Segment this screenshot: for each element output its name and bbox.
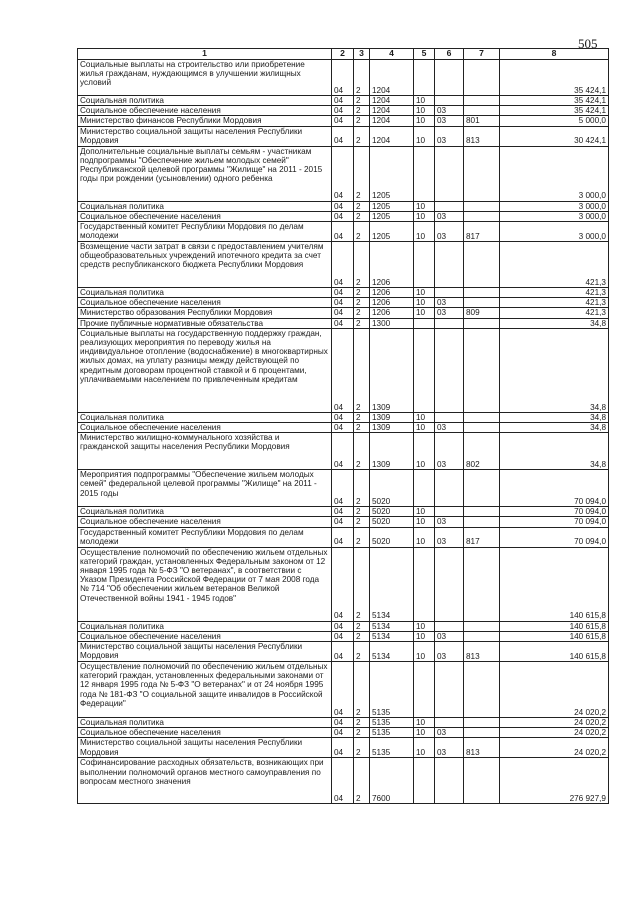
ministry-code-cell	[464, 507, 500, 517]
column-header: 7	[464, 49, 500, 60]
table-row	[78, 308, 609, 318]
code-section-cell: 04	[332, 728, 354, 738]
amount-cell: 421,3	[500, 298, 609, 308]
ministry-code-cell	[464, 423, 500, 433]
ministry-code-cell	[464, 631, 500, 641]
table-row	[78, 642, 609, 662]
code-section-cell: 04	[332, 547, 354, 621]
chapter-cell: 10	[414, 412, 435, 422]
table-row	[78, 470, 609, 507]
target-article-cell: 1204	[370, 126, 414, 146]
target-article-cell: 5135	[370, 662, 414, 718]
ministry-code-cell: 817	[464, 527, 500, 547]
row-name-cell: Социальное обеспечение населения	[78, 631, 332, 641]
column-header: 5	[414, 49, 435, 60]
amount-cell: 421,3	[500, 242, 609, 288]
chapter-cell: 10	[414, 288, 435, 298]
code-subsection-cell: 2	[354, 470, 370, 507]
subchapter-cell	[435, 621, 464, 631]
ministry-code-cell	[464, 718, 500, 728]
subchapter-cell: 03	[435, 116, 464, 126]
code-section-cell: 04	[332, 517, 354, 527]
table-row	[78, 738, 609, 758]
chapter-cell: 10	[414, 116, 435, 126]
code-section-cell: 04	[332, 758, 354, 804]
row-name-cell: Прочие публичные нормативные обязательства	[78, 318, 332, 328]
chapter-cell: 10	[414, 222, 435, 242]
chapter-cell: 10	[414, 126, 435, 146]
ministry-code-cell: 813	[464, 642, 500, 662]
target-article-cell: 5020	[370, 507, 414, 517]
chapter-cell: 10	[414, 433, 435, 470]
subchapter-cell	[435, 60, 464, 96]
row-name-cell: Социальное обеспечение населения	[78, 106, 332, 116]
subchapter-cell: 03	[435, 222, 464, 242]
amount-cell: 421,3	[500, 308, 609, 318]
target-article-cell: 1205	[370, 211, 414, 221]
table-row	[78, 631, 609, 641]
code-subsection-cell: 2	[354, 60, 370, 96]
code-subsection-cell: 2	[354, 318, 370, 328]
ministry-code-cell	[464, 547, 500, 621]
table-row	[78, 517, 609, 527]
code-section-cell: 04	[332, 318, 354, 328]
table-row	[78, 412, 609, 422]
ministry-code-cell: 809	[464, 308, 500, 318]
subchapter-cell: 03	[435, 298, 464, 308]
ministry-code-cell	[464, 662, 500, 718]
subchapter-cell	[435, 146, 464, 201]
table-row	[78, 328, 609, 412]
amount-cell: 24 020,2	[500, 662, 609, 718]
subchapter-cell	[435, 507, 464, 517]
target-article-cell: 1309	[370, 412, 414, 422]
row-name-cell: Мероприятия подпрограммы "Обеспечение жильем молодых семей" федеральной целевой программы "Жилище" на 2011 - 2015 годы	[78, 470, 332, 507]
chapter-cell	[414, 146, 435, 201]
target-article-cell: 5020	[370, 470, 414, 507]
subchapter-cell: 03	[435, 126, 464, 146]
target-article-cell: 5135	[370, 718, 414, 728]
table-row	[78, 211, 609, 221]
code-subsection-cell: 2	[354, 507, 370, 517]
target-article-cell: 1205	[370, 146, 414, 201]
subchapter-cell: 03	[435, 738, 464, 758]
ministry-code-cell	[464, 242, 500, 288]
code-subsection-cell: 2	[354, 328, 370, 412]
chapter-cell: 10	[414, 517, 435, 527]
ministry-code-cell: 813	[464, 126, 500, 146]
chapter-cell: 10	[414, 507, 435, 517]
ministry-code-cell	[464, 288, 500, 298]
subchapter-cell: 03	[435, 308, 464, 318]
ministry-code-cell	[464, 318, 500, 328]
code-subsection-cell: 2	[354, 517, 370, 527]
code-section-cell: 04	[332, 106, 354, 116]
code-subsection-cell: 2	[354, 126, 370, 146]
page-number: 505	[578, 36, 598, 51]
row-name-cell: Социальная политика	[78, 412, 332, 422]
ministry-code-cell	[464, 758, 500, 804]
target-article-cell: 5134	[370, 547, 414, 621]
target-article-cell: 1309	[370, 423, 414, 433]
code-subsection-cell: 2	[354, 718, 370, 728]
target-article-cell: 1205	[370, 222, 414, 242]
amount-cell: 140 615,8	[500, 621, 609, 631]
ministry-code-cell	[464, 728, 500, 738]
row-name-cell: Государственный комитет Республики Мордовия по делам молодежи	[78, 222, 332, 242]
code-section-cell: 04	[332, 507, 354, 517]
amount-cell: 34,8	[500, 423, 609, 433]
table-row	[78, 222, 609, 242]
table-row	[78, 718, 609, 728]
chapter-cell: 10	[414, 201, 435, 211]
table-row	[78, 547, 609, 621]
chapter-cell: 10	[414, 621, 435, 631]
chapter-cell: 10	[414, 308, 435, 318]
subchapter-cell	[435, 201, 464, 211]
code-subsection-cell: 2	[354, 211, 370, 221]
amount-cell: 421,3	[500, 288, 609, 298]
subchapter-cell	[435, 96, 464, 106]
ministry-code-cell	[464, 621, 500, 631]
chapter-cell	[414, 547, 435, 621]
ministry-code-cell: 802	[464, 433, 500, 470]
code-section-cell: 04	[332, 288, 354, 298]
chapter-cell: 10	[414, 211, 435, 221]
subchapter-cell	[435, 662, 464, 718]
code-subsection-cell: 2	[354, 423, 370, 433]
ministry-code-cell	[464, 106, 500, 116]
amount-cell: 3 000,0	[500, 222, 609, 242]
target-article-cell: 1309	[370, 328, 414, 412]
ministry-code-cell	[464, 146, 500, 201]
row-name-cell: Софинансирование расходных обязательств, возникающих при выполнении полномочий органов местного самоуправления по вопросам местного значения	[78, 758, 332, 804]
subchapter-cell	[435, 470, 464, 507]
subchapter-cell	[435, 288, 464, 298]
target-article-cell: 1300	[370, 318, 414, 328]
table-row	[78, 507, 609, 517]
subchapter-cell	[435, 412, 464, 422]
code-subsection-cell: 2	[354, 106, 370, 116]
code-section-cell: 04	[332, 423, 354, 433]
table-row	[78, 298, 609, 308]
target-article-cell: 1204	[370, 106, 414, 116]
row-name-cell: Социальная политика	[78, 96, 332, 106]
code-section-cell: 04	[332, 96, 354, 106]
amount-cell: 34,8	[500, 412, 609, 422]
code-section-cell: 04	[332, 222, 354, 242]
row-name-cell: Социальная политика	[78, 621, 332, 631]
table-row	[78, 116, 609, 126]
row-name-cell: Социальное обеспечение населения	[78, 517, 332, 527]
code-subsection-cell: 2	[354, 412, 370, 422]
row-name-cell: Социальное обеспечение населения	[78, 211, 332, 221]
table-row	[78, 106, 609, 116]
row-name-cell: Дополнительные социальные выплаты семьям - участникам подпрограммы "Обеспечение жильем молодых семей" Республиканской целевой программы "Жилище" на 2011 - 2015 годы при рождении (усыновлении) одного ребенка	[78, 146, 332, 201]
chapter-cell	[414, 662, 435, 718]
ministry-code-cell	[464, 470, 500, 507]
code-subsection-cell: 2	[354, 201, 370, 211]
chapter-cell: 10	[414, 728, 435, 738]
code-section-cell: 04	[332, 146, 354, 201]
table-row	[78, 146, 609, 201]
code-subsection-cell: 2	[354, 631, 370, 641]
chapter-cell: 10	[414, 527, 435, 547]
target-article-cell: 1206	[370, 288, 414, 298]
amount-cell: 3 000,0	[500, 146, 609, 201]
table-row	[78, 527, 609, 547]
table-row	[78, 242, 609, 288]
amount-cell: 70 094,0	[500, 527, 609, 547]
target-article-cell: 7600	[370, 758, 414, 804]
row-name-cell: Социальное обеспечение населения	[78, 423, 332, 433]
code-section-cell: 04	[332, 298, 354, 308]
ministry-code-cell: 801	[464, 116, 500, 126]
row-name-cell: Социальная политика	[78, 288, 332, 298]
code-subsection-cell: 2	[354, 222, 370, 242]
amount-cell: 35 424,1	[500, 60, 609, 96]
table-row	[78, 758, 609, 804]
column-header: 1	[78, 49, 332, 60]
amount-cell: 276 927,9	[500, 758, 609, 804]
ministry-code-cell	[464, 298, 500, 308]
chapter-cell: 10	[414, 106, 435, 116]
code-subsection-cell: 2	[354, 738, 370, 758]
chapter-cell: 10	[414, 96, 435, 106]
subchapter-cell: 03	[435, 211, 464, 221]
chapter-cell	[414, 318, 435, 328]
amount-cell: 30 424,1	[500, 126, 609, 146]
code-section-cell: 04	[332, 662, 354, 718]
chapter-cell: 10	[414, 642, 435, 662]
table-row	[78, 288, 609, 298]
row-name-cell: Социальная политика	[78, 201, 332, 211]
ministry-code-cell	[464, 211, 500, 221]
amount-cell: 34,8	[500, 318, 609, 328]
table-row	[78, 662, 609, 718]
target-article-cell: 1204	[370, 60, 414, 96]
code-subsection-cell: 2	[354, 146, 370, 201]
row-name-cell: Министерство жилищно-коммунального хозяйства и гражданской защиты населения Республики Мордовия	[78, 433, 332, 470]
target-article-cell: 5134	[370, 642, 414, 662]
code-subsection-cell: 2	[354, 96, 370, 106]
amount-cell: 3 000,0	[500, 211, 609, 221]
column-header: 2	[332, 49, 354, 60]
amount-cell: 70 094,0	[500, 470, 609, 507]
code-subsection-cell: 2	[354, 116, 370, 126]
amount-cell: 34,8	[500, 328, 609, 412]
subchapter-cell	[435, 328, 464, 412]
amount-cell: 34,8	[500, 433, 609, 470]
ministry-code-cell	[464, 96, 500, 106]
table-body	[78, 60, 609, 804]
code-section-cell: 04	[332, 718, 354, 728]
amount-cell: 3 000,0	[500, 201, 609, 211]
row-name-cell: Осуществление полномочий по обеспечению жильем отдельных категорий граждан, установленных федеральными законами от 12 января 1995 года № 5-ФЗ "О ветеранах" и от 24 ноября 1995 года № 181-ФЗ "О социальной защите инвалидов в Российской Федерации"	[78, 662, 332, 718]
amount-cell: 5 000,0	[500, 116, 609, 126]
subchapter-cell: 03	[435, 517, 464, 527]
subchapter-cell	[435, 718, 464, 728]
table-row	[78, 423, 609, 433]
row-name-cell: Министерство социальной защиты населения Республики Мордовия	[78, 738, 332, 758]
chapter-cell	[414, 60, 435, 96]
row-name-cell: Министерство образования Республики Мордовия	[78, 308, 332, 318]
code-section-cell: 04	[332, 433, 354, 470]
code-subsection-cell: 2	[354, 642, 370, 662]
code-subsection-cell: 2	[354, 662, 370, 718]
amount-cell: 35 424,1	[500, 106, 609, 116]
code-section-cell: 04	[332, 621, 354, 631]
amount-cell: 140 615,8	[500, 642, 609, 662]
row-name-cell: Министерство социальной защиты населения Республики Мордовия	[78, 642, 332, 662]
chapter-cell	[414, 758, 435, 804]
table-row	[78, 433, 609, 470]
code-section-cell: 04	[332, 201, 354, 211]
target-article-cell: 1206	[370, 298, 414, 308]
subchapter-cell: 03	[435, 642, 464, 662]
row-name-cell: Социальная политика	[78, 507, 332, 517]
target-article-cell: 1205	[370, 201, 414, 211]
row-name-cell: Государственный комитет Республики Мордовия по делам молодежи	[78, 527, 332, 547]
target-article-cell: 5020	[370, 517, 414, 527]
row-name-cell: Социальное обеспечение населения	[78, 728, 332, 738]
table-row	[78, 621, 609, 631]
amount-cell: 70 094,0	[500, 517, 609, 527]
target-article-cell: 1204	[370, 116, 414, 126]
code-subsection-cell: 2	[354, 298, 370, 308]
target-article-cell: 5020	[370, 527, 414, 547]
code-section-cell: 04	[332, 470, 354, 507]
target-article-cell: 1206	[370, 308, 414, 318]
code-subsection-cell: 2	[354, 288, 370, 298]
ministry-code-cell	[464, 412, 500, 422]
target-article-cell: 5134	[370, 631, 414, 641]
column-header: 4	[370, 49, 414, 60]
column-header: 3	[354, 49, 370, 60]
code-subsection-cell: 2	[354, 621, 370, 631]
amount-cell: 24 020,2	[500, 718, 609, 728]
row-name-cell: Социальная политика	[78, 718, 332, 728]
chapter-cell	[414, 328, 435, 412]
table-row	[78, 60, 609, 96]
amount-cell: 70 094,0	[500, 507, 609, 517]
table-row	[78, 96, 609, 106]
ministry-code-cell: 813	[464, 738, 500, 758]
ministry-code-cell	[464, 60, 500, 96]
subchapter-cell: 03	[435, 423, 464, 433]
row-name-cell: Министерство финансов Республики Мордовия	[78, 116, 332, 126]
table-row	[78, 201, 609, 211]
chapter-cell: 10	[414, 298, 435, 308]
code-section-cell: 04	[332, 126, 354, 146]
subchapter-cell	[435, 547, 464, 621]
target-article-cell: 5135	[370, 728, 414, 738]
code-section-cell: 04	[332, 211, 354, 221]
table-row	[78, 728, 609, 738]
ministry-code-cell	[464, 328, 500, 412]
chapter-cell	[414, 242, 435, 288]
target-article-cell: 5134	[370, 621, 414, 631]
code-section-cell: 04	[332, 242, 354, 288]
code-section-cell: 04	[332, 60, 354, 96]
row-name-cell: Социальные выплаты на государственную поддержку граждан, реализующих мероприятия по переводу жилья на индивидуальное отопление (водоснабжение) в многоквартирных жилых домах, на уплату разницы между действующей по кредитным договорам процентной ставкой и 6 процентами, уплачиваемыми населением по привлеченным кредитам	[78, 328, 332, 412]
amount-cell: 140 615,8	[500, 631, 609, 641]
code-section-cell: 04	[332, 116, 354, 126]
subchapter-cell	[435, 242, 464, 288]
row-name-cell: Социальное обеспечение населения	[78, 298, 332, 308]
code-section-cell: 04	[332, 308, 354, 318]
amount-cell: 24 020,2	[500, 738, 609, 758]
code-subsection-cell: 2	[354, 527, 370, 547]
subchapter-cell: 03	[435, 527, 464, 547]
code-subsection-cell: 2	[354, 433, 370, 470]
code-section-cell: 04	[332, 412, 354, 422]
code-section-cell: 04	[332, 328, 354, 412]
code-subsection-cell: 2	[354, 547, 370, 621]
target-article-cell: 5135	[370, 738, 414, 758]
amount-cell: 140 615,8	[500, 547, 609, 621]
ministry-code-cell: 817	[464, 222, 500, 242]
amount-cell: 24 020,2	[500, 728, 609, 738]
target-article-cell: 1204	[370, 96, 414, 106]
code-subsection-cell: 2	[354, 242, 370, 288]
row-name-cell: Социальные выплаты на строительство или приобретение жилья гражданам, нуждающимся в улучшении жилищных условий	[78, 60, 332, 96]
subchapter-cell: 03	[435, 631, 464, 641]
column-header: 6	[435, 49, 464, 60]
code-section-cell: 04	[332, 642, 354, 662]
table-header-row	[78, 49, 609, 60]
target-article-cell: 1206	[370, 242, 414, 288]
code-section-cell: 04	[332, 527, 354, 547]
ministry-code-cell	[464, 201, 500, 211]
code-subsection-cell: 2	[354, 758, 370, 804]
table-row	[78, 318, 609, 328]
chapter-cell: 10	[414, 423, 435, 433]
budget-table	[77, 48, 609, 804]
row-name-cell: Министерство социальной защиты населения Республики Мордовия	[78, 126, 332, 146]
code-subsection-cell: 2	[354, 728, 370, 738]
ministry-code-cell	[464, 517, 500, 527]
code-section-cell: 04	[332, 631, 354, 641]
subchapter-cell	[435, 318, 464, 328]
chapter-cell	[414, 470, 435, 507]
subchapter-cell: 03	[435, 728, 464, 738]
subchapter-cell: 03	[435, 106, 464, 116]
chapter-cell: 10	[414, 718, 435, 728]
subchapter-cell	[435, 758, 464, 804]
chapter-cell: 10	[414, 631, 435, 641]
code-subsection-cell: 2	[354, 308, 370, 318]
table-row	[78, 126, 609, 146]
row-name-cell: Осуществление полномочий по обеспечению жильем отдельных категорий граждан, установленных Федеральным законом от 12 января 1995 года № 5-ФЗ "О ветеранах", в соответствии с Указом Президента Российской Федерации от 7 мая 2008 года № 714 "Об обеспечении жильем ветеранов Великой Отечественной войны 1941 - 1945 годов"	[78, 547, 332, 621]
column-header: 8	[500, 49, 609, 60]
row-name-cell: Возмещение части затрат в связи с предоставлением учителям общеобразовательных учреждений ипотечного кредита за счет средств республиканского бюджета Республики Мордовия	[78, 242, 332, 288]
chapter-cell: 10	[414, 738, 435, 758]
target-article-cell: 1309	[370, 433, 414, 470]
code-section-cell: 04	[332, 738, 354, 758]
amount-cell: 35 424,1	[500, 96, 609, 106]
subchapter-cell: 03	[435, 433, 464, 470]
